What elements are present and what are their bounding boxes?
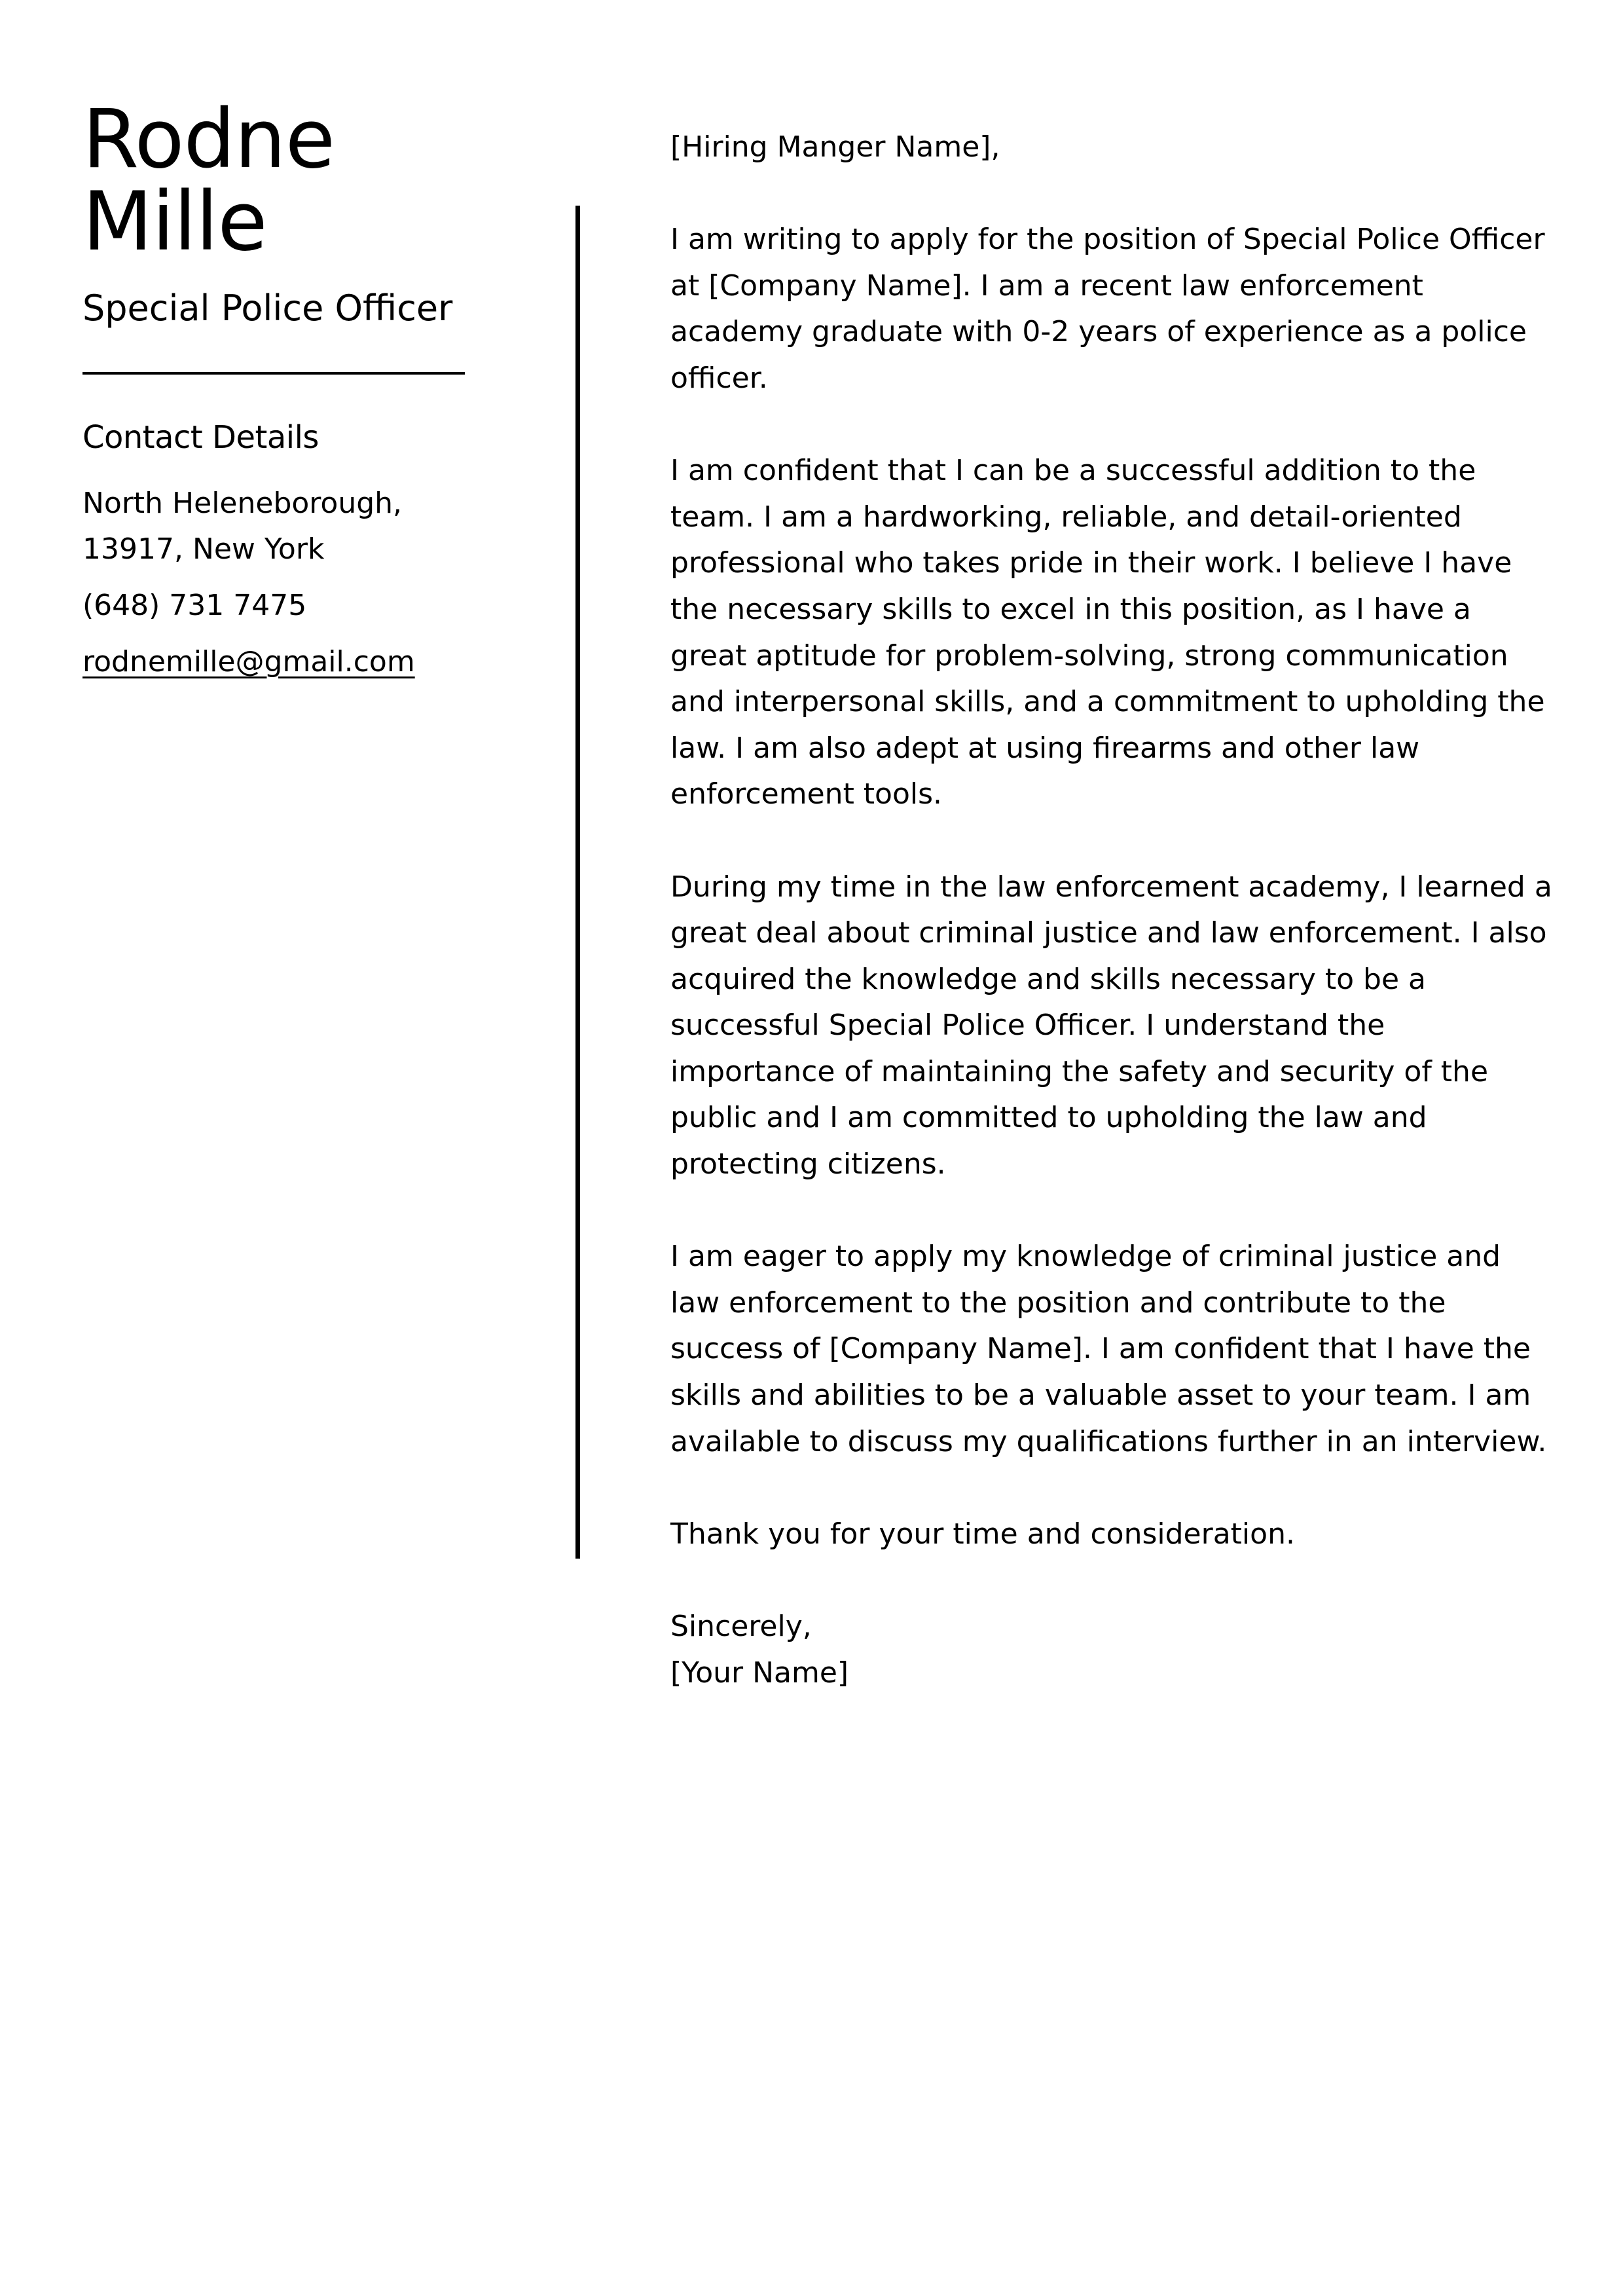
job-title: Special Police Officer bbox=[82, 287, 453, 329]
contact-details-heading: Contact Details bbox=[82, 419, 319, 456]
signature-name: [Your Name] bbox=[670, 1656, 849, 1690]
address-line-1: North Heleneborough, bbox=[82, 487, 403, 520]
letter-paragraph-2: I am confident that I can be a successful addition to the team. I am a hardworking, reliable, and detail-oriented professional who takes pride in their work. I believe I have the necessary skills to excel in this position, as I have a great aptitude for problem-solving, strong communication and interpersonal skills, and a commitment to upholding the law. I am also adept at using firearms and other law enforcement tools. bbox=[670, 454, 1545, 811]
applicant-last-name: Mille bbox=[82, 175, 267, 269]
sidebar bbox=[82, 92, 475, 685]
contact-email-link[interactable]: rodnemille@gmail.com bbox=[82, 645, 415, 678]
letter-paragraph-4: I am eager to apply my knowledge of criminal justice and law enforcement to the position and contribute to the success of [Company Name]. I am confident that I have the skills and abilities to be a valuable asset to your team. I am available to discuss my qualifications further in an interview. bbox=[670, 1240, 1547, 1458]
applicant-name bbox=[82, 92, 475, 269]
address-line-2: 13917, New York bbox=[82, 532, 325, 566]
title-divider bbox=[82, 372, 465, 375]
letter-body bbox=[670, 124, 1554, 1696]
vertical-divider bbox=[575, 206, 580, 1559]
letter-paragraph-5: Thank you for your time and consideration. bbox=[670, 1517, 1295, 1551]
letter-paragraph-1: I am writing to apply for the position of Special Police Officer at [Company Name]. I am a recent law enforcement academy graduate with 0-2 years of experience as a police officer. bbox=[670, 223, 1545, 395]
letter-salutation: [Hiring Manger Name], bbox=[670, 130, 1000, 164]
contact-address bbox=[82, 481, 475, 572]
closing-phrase: Sincerely, bbox=[670, 1610, 812, 1643]
letter-closing bbox=[670, 1604, 1554, 1696]
letter-paragraph-3: During my time in the law enforcement academy, I learned a great deal about criminal justice and law enforcement. I also acquired the knowledge and skills necessary to be a successful Special Police Officer. I understand the importance of maintaining the safety and security of the public and I am committed to upholding the law and protecting citizens. bbox=[670, 870, 1552, 1181]
applicant-first-name: Rodne bbox=[82, 92, 335, 187]
contact-phone: (648) 731 7475 bbox=[82, 589, 307, 622]
